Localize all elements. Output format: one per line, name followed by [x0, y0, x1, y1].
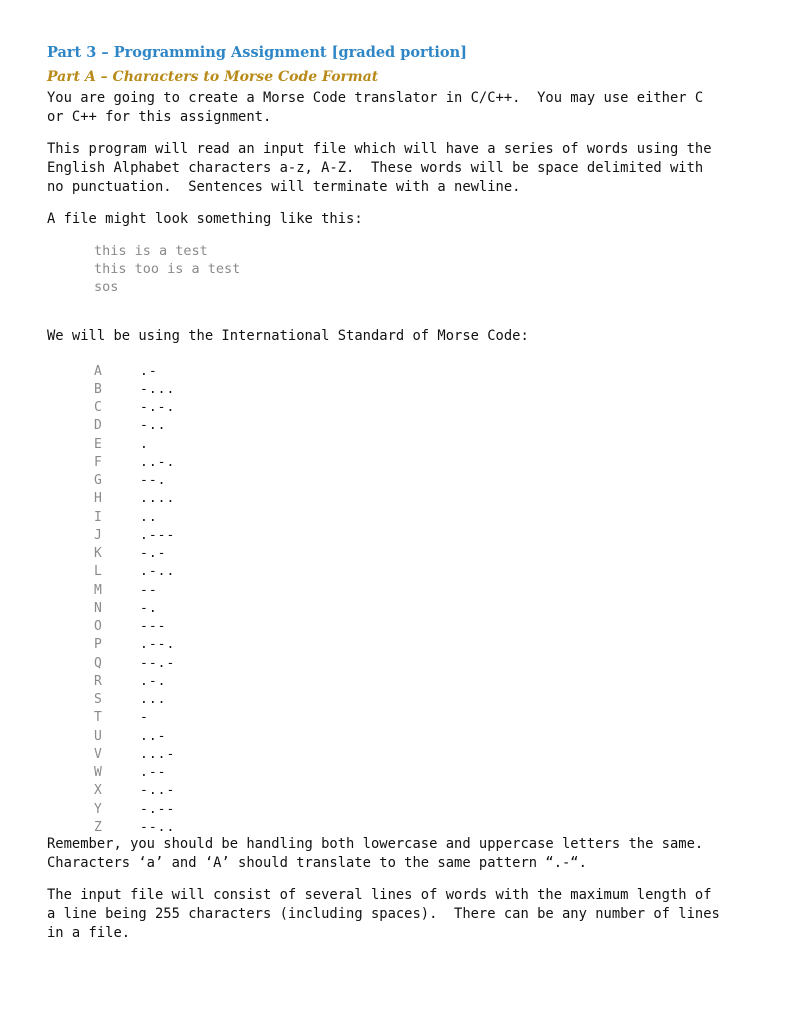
morse-row [94, 818, 175, 836]
morse-letter: G [94, 473, 102, 489]
morse-letter: O [94, 619, 102, 635]
morse-pattern: ...- [140, 746, 176, 762]
morse-pattern: --.- [140, 655, 176, 671]
morse-letter: X [94, 783, 102, 799]
morse-pattern: .-- [140, 765, 167, 781]
morse-letter: R [94, 673, 102, 689]
morse-pattern: ... [140, 692, 167, 708]
morse-letter: P [94, 637, 102, 653]
morse-pattern: . [140, 436, 149, 452]
morse-letter: N [94, 600, 102, 616]
morse-letter: M [94, 582, 102, 598]
input-desc-line-1: This program will read an input file which will have a series of words using the [47, 141, 712, 157]
case-note-line-2: Characters ‘a’ and ‘A’ should translate to the same pattern “.-“. [47, 855, 587, 871]
input-desc-line-3: no punctuation. Sentences will terminate with a newline. [47, 179, 521, 195]
morse-pattern: -... [140, 381, 176, 397]
morse-row [94, 691, 175, 709]
morse-row [94, 800, 175, 818]
morse-letter: E [94, 436, 102, 452]
morse-pattern: - [140, 710, 149, 726]
input-limits-line-3: in a file. [47, 925, 131, 941]
morse-letter: Z [94, 819, 102, 835]
morse-letter: A [94, 363, 102, 379]
morse-row [94, 380, 175, 398]
morse-row [94, 453, 175, 471]
morse-row [94, 782, 175, 800]
example-file-line: this is a test [94, 243, 208, 259]
intro-line-2: or C++ for this assignment. [47, 109, 272, 125]
morse-row [94, 435, 175, 453]
morse-row [94, 417, 175, 435]
morse-letter: Q [94, 655, 102, 671]
morse-pattern: .. [140, 509, 158, 525]
morse-pattern: .-. [140, 673, 167, 689]
morse-row [94, 672, 175, 690]
morse-pattern: --.. [140, 819, 176, 835]
morse-pattern: .--. [140, 637, 176, 653]
morse-row [94, 526, 175, 544]
morse-intro: We will be using the International Standard of Morse Code: [47, 328, 529, 344]
morse-pattern: -.. [140, 418, 167, 434]
morse-pattern: -- [140, 582, 158, 598]
morse-pattern: .... [140, 491, 176, 507]
morse-letter: U [94, 728, 102, 744]
intro-line-1: You are going to create a Morse Code translator in C/C++. You may use either C [47, 90, 704, 106]
morse-letter: D [94, 418, 102, 434]
morse-row [94, 636, 175, 654]
morse-code-table [94, 362, 175, 837]
morse-row [94, 599, 175, 617]
morse-pattern: ..- [140, 728, 167, 744]
input-limits-line-1: The input file will consist of several lines of words with the maximum length of [47, 887, 712, 903]
morse-row [94, 399, 175, 417]
morse-row [94, 709, 175, 727]
morse-pattern: --. [140, 473, 167, 489]
example-intro: A file might look something like this: [47, 211, 363, 227]
morse-letter: S [94, 692, 102, 708]
morse-row [94, 745, 175, 763]
section-heading: Part 3 – Programming Assignment [graded portion] [47, 44, 467, 61]
morse-pattern: -.-. [140, 400, 176, 416]
input-limits-line-2: a line being 255 characters (including spaces). There can be any number of lines [47, 906, 720, 922]
morse-letter: Y [94, 801, 102, 817]
morse-pattern: -.- [140, 546, 167, 562]
morse-row [94, 654, 175, 672]
morse-pattern: -. [140, 600, 158, 616]
morse-letter: B [94, 381, 102, 397]
morse-letter: L [94, 564, 102, 580]
morse-letter: C [94, 400, 102, 416]
morse-pattern: -.-- [140, 801, 176, 817]
morse-letter: H [94, 491, 102, 507]
morse-pattern: ..-. [140, 454, 176, 470]
example-file-line: sos [94, 279, 119, 295]
morse-letter: F [94, 454, 102, 470]
morse-pattern: .--- [140, 527, 176, 543]
morse-letter: T [94, 710, 102, 726]
example-file-line: this too is a test [94, 261, 241, 277]
morse-row [94, 764, 175, 782]
morse-row [94, 508, 175, 526]
morse-row [94, 362, 175, 380]
morse-pattern: .-.. [140, 564, 176, 580]
morse-row [94, 727, 175, 745]
morse-pattern: --- [140, 619, 167, 635]
morse-letter: J [94, 527, 102, 543]
morse-pattern: .- [140, 363, 158, 379]
morse-row [94, 581, 175, 599]
morse-row [94, 618, 175, 636]
morse-pattern: -..- [140, 783, 176, 799]
input-desc-line-2: English Alphabet characters a-z, A-Z. These words will be space delimited with [47, 160, 704, 176]
morse-row [94, 563, 175, 581]
morse-row [94, 490, 175, 508]
morse-row [94, 545, 175, 563]
morse-letter: I [94, 509, 102, 525]
section-subheading: Part A – Characters to Morse Code Format [47, 69, 379, 85]
morse-letter: V [94, 746, 102, 762]
morse-letter: K [94, 546, 102, 562]
morse-row [94, 472, 175, 490]
case-note-line-1: Remember, you should be handling both lowercase and uppercase letters the same. [47, 836, 704, 852]
morse-letter: W [94, 765, 102, 781]
